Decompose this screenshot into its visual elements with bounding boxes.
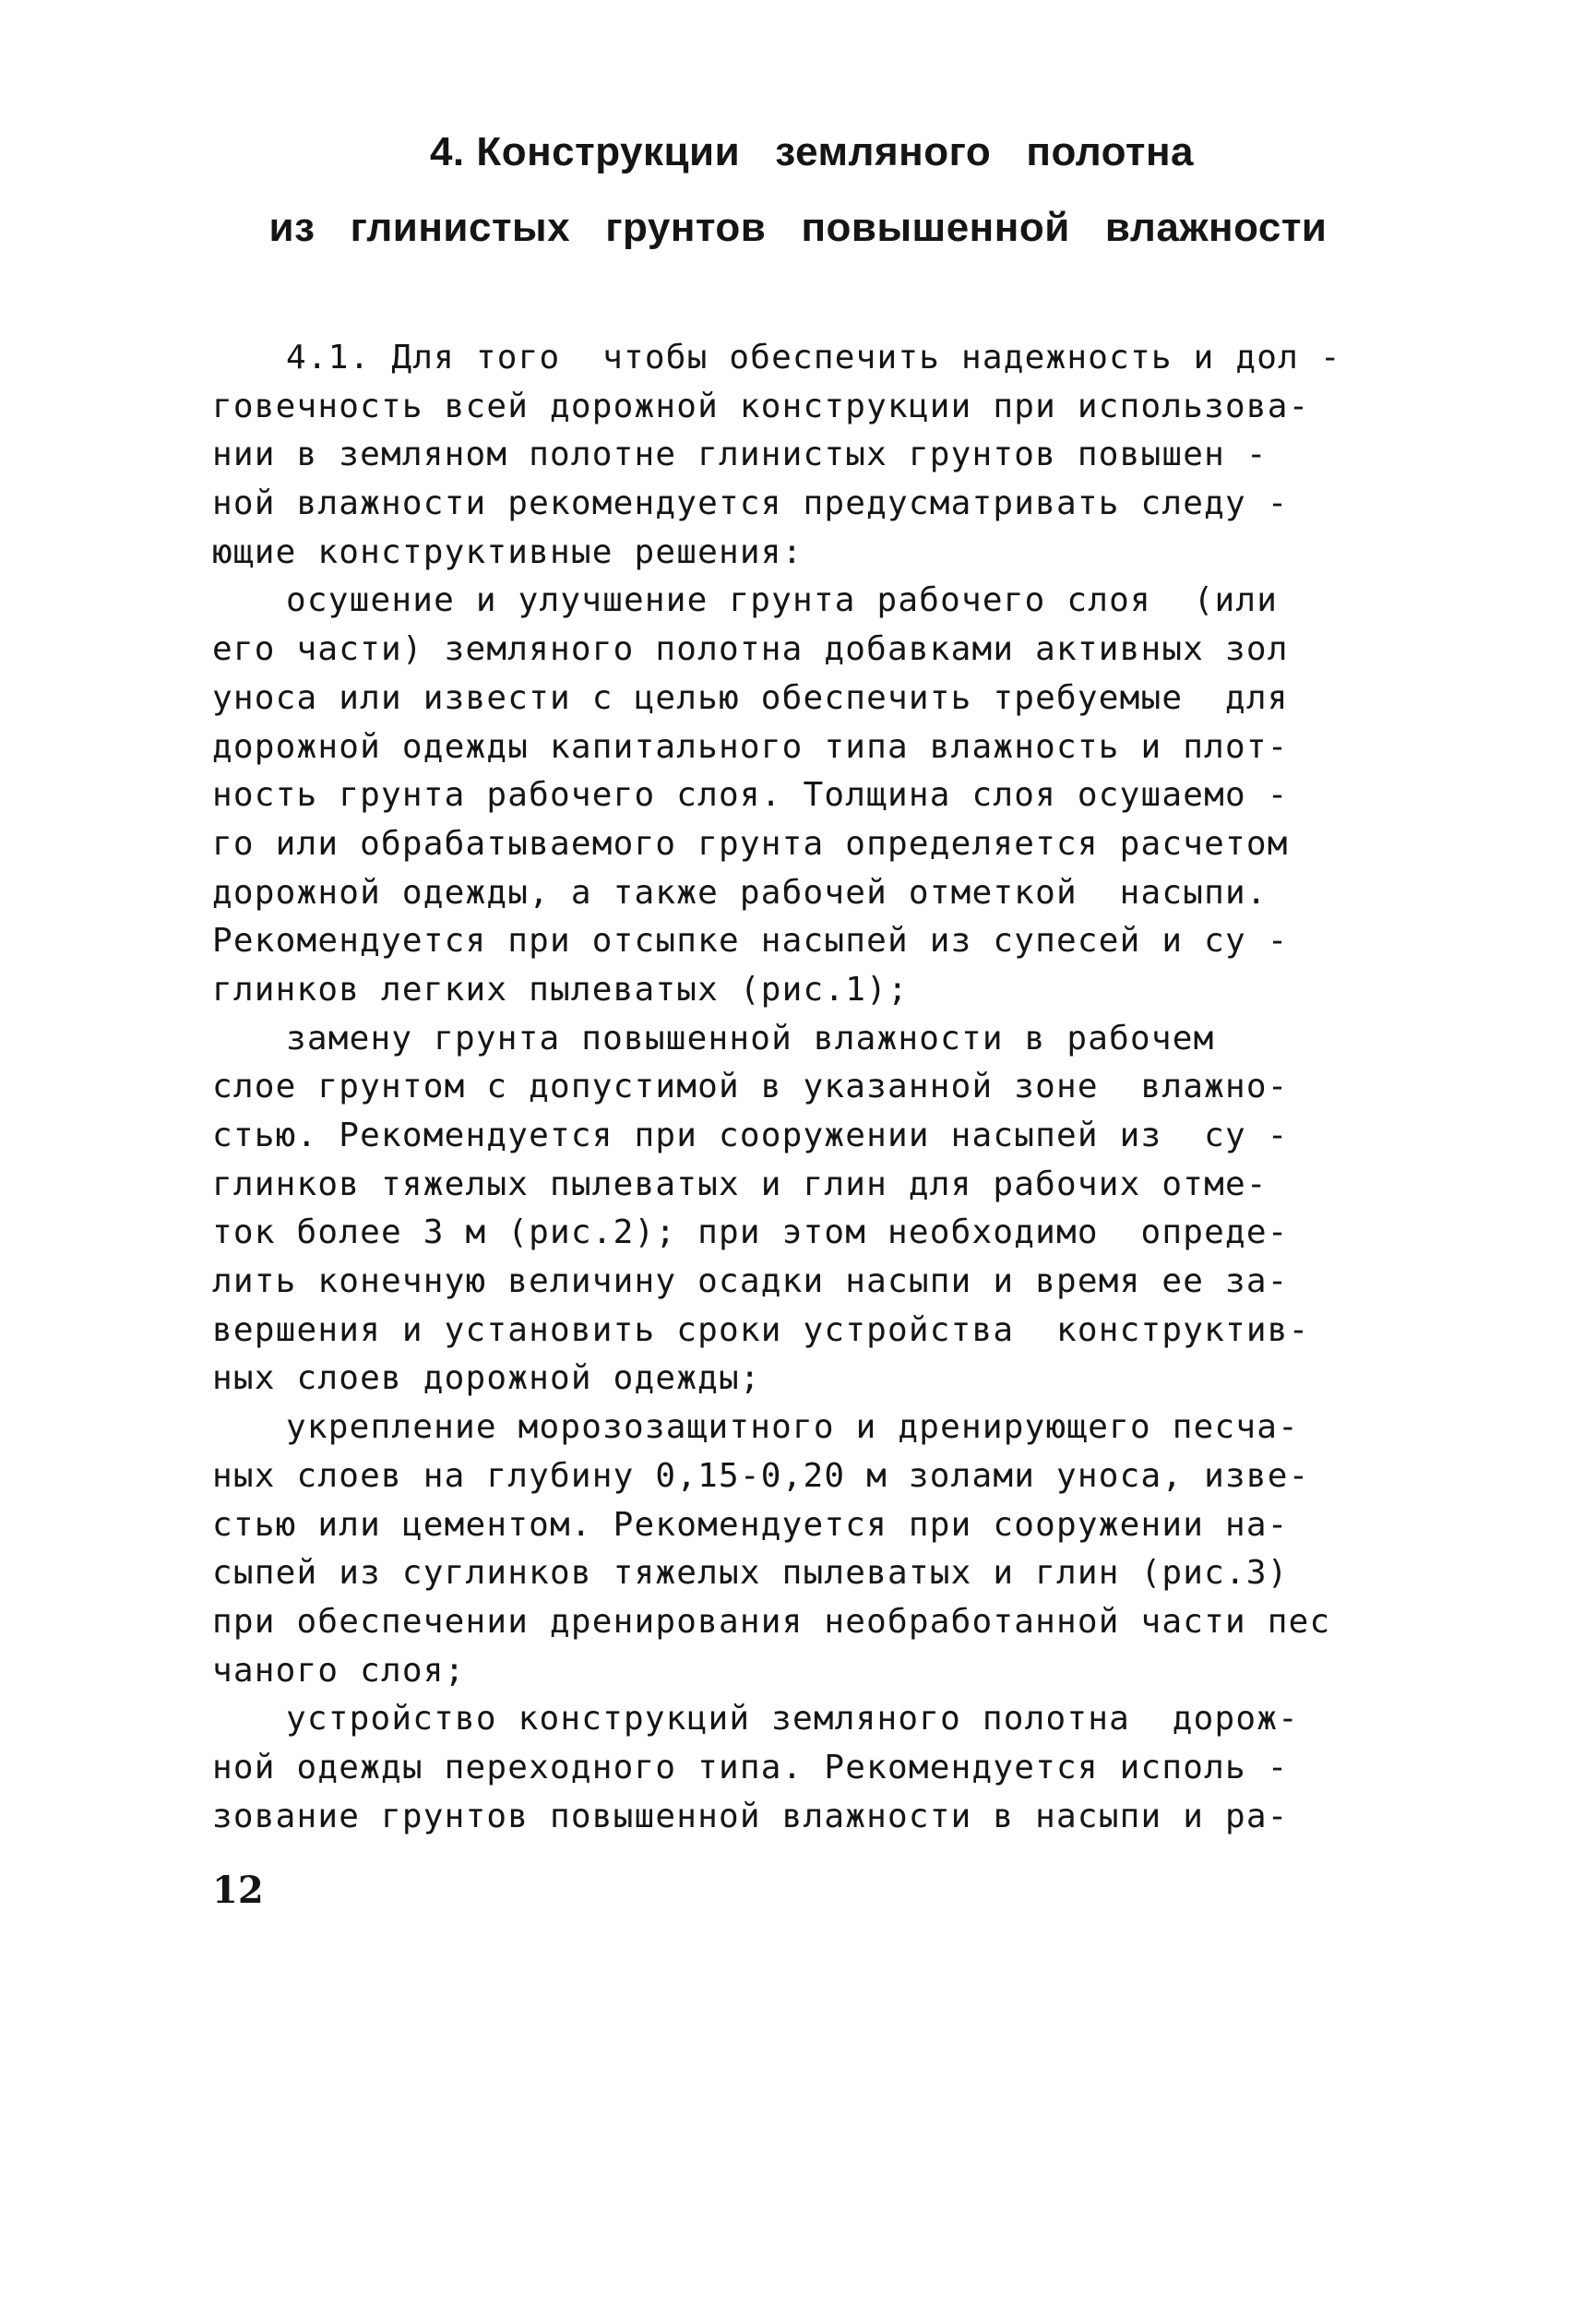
body-text (212, 334, 1421, 1841)
text-line: ность грунта рабочего слоя. Толщина слоя осушаемо - (212, 776, 1289, 815)
text-line: ных слоев на глубину 0,15-0,20 м золами уноса, изве- (212, 1456, 1310, 1495)
text-line: стью или цементом. Рекомендуется при сооружении на- (212, 1505, 1289, 1544)
text-line: Рекомендуется при отсыпке насыпей из супесей и су - (212, 922, 1289, 961)
text-line: говечность всей дорожной конструкции при использова- (212, 387, 1310, 425)
text-line: глинков тяжелых пылеватых и глин для рабочих отме- (212, 1165, 1268, 1203)
text-line: го или обрабатываемого грунта определяется расчетом (212, 824, 1289, 863)
text-line: укрепление морозозащитного и дренирующего песча- (286, 1408, 1299, 1447)
text-line: дорожной одежды, а также рабочей отметкой насыпи. (212, 873, 1268, 912)
text-line: нии в земляном полотне глинистых грунтов повышен - (212, 436, 1268, 474)
text-line: дорожной одежды капитального типа влажность и плот- (212, 727, 1289, 766)
text-line: замену грунта повышенной влажности в рабочем (286, 1019, 1215, 1057)
text-line: устройство конструкций земляного полотна дорож- (286, 1700, 1299, 1738)
page-number: 12 (212, 1869, 264, 1912)
text-line: ной влажности рекомендуется предусматривать следу - (212, 484, 1289, 523)
text-line: ющие конструктивные решения: (212, 532, 804, 571)
text-line: сыпей из суглинков тяжелых пылеватых и глин (рис.3) (212, 1554, 1289, 1593)
text-line: 4.1. Для того чтобы обеспечить надежность и дол - (286, 339, 1341, 376)
text-line: вершения и установить сроки устройства конструктив- (212, 1310, 1310, 1349)
text-line: лить конечную величину осадки насыпи и время ее за- (212, 1262, 1289, 1301)
text-line: при обеспечении дренирования необработанной части пес (212, 1602, 1331, 1641)
text-line: слое грунтом с допустимой в указанной зоне влажно- (212, 1068, 1289, 1106)
text-line: глинков легких пылеватых (рис.1); (212, 970, 909, 1009)
text-line: ток более 3 м (рис.2); при этом необходимо опреде- (212, 1213, 1289, 1252)
text-line: ных слоев дорожной одежды; (212, 1359, 761, 1398)
text-line: зование грунтов повышенной влажности в насыпи и ра- (212, 1797, 1289, 1835)
text-line: стью. Рекомендуется при сооружении насыпей из су - (212, 1117, 1289, 1154)
text-line: ной одежды переходного типа. Рекомендуется исполь - (212, 1748, 1289, 1786)
text-line: его части) земляного полотна добавками активных зол (212, 630, 1289, 669)
text-line: осушение и улучшение грунта рабочего слоя (или (286, 581, 1279, 620)
text-line: чаного слоя; (212, 1651, 466, 1690)
text-line: уноса или извести с целью обеспечить требуемые для (212, 678, 1289, 717)
section-title-line-1: 4. Конструкции земляного полотна (429, 129, 1195, 174)
section-title-line-2: из глинистых грунтов повышенной влажности (268, 205, 1328, 250)
